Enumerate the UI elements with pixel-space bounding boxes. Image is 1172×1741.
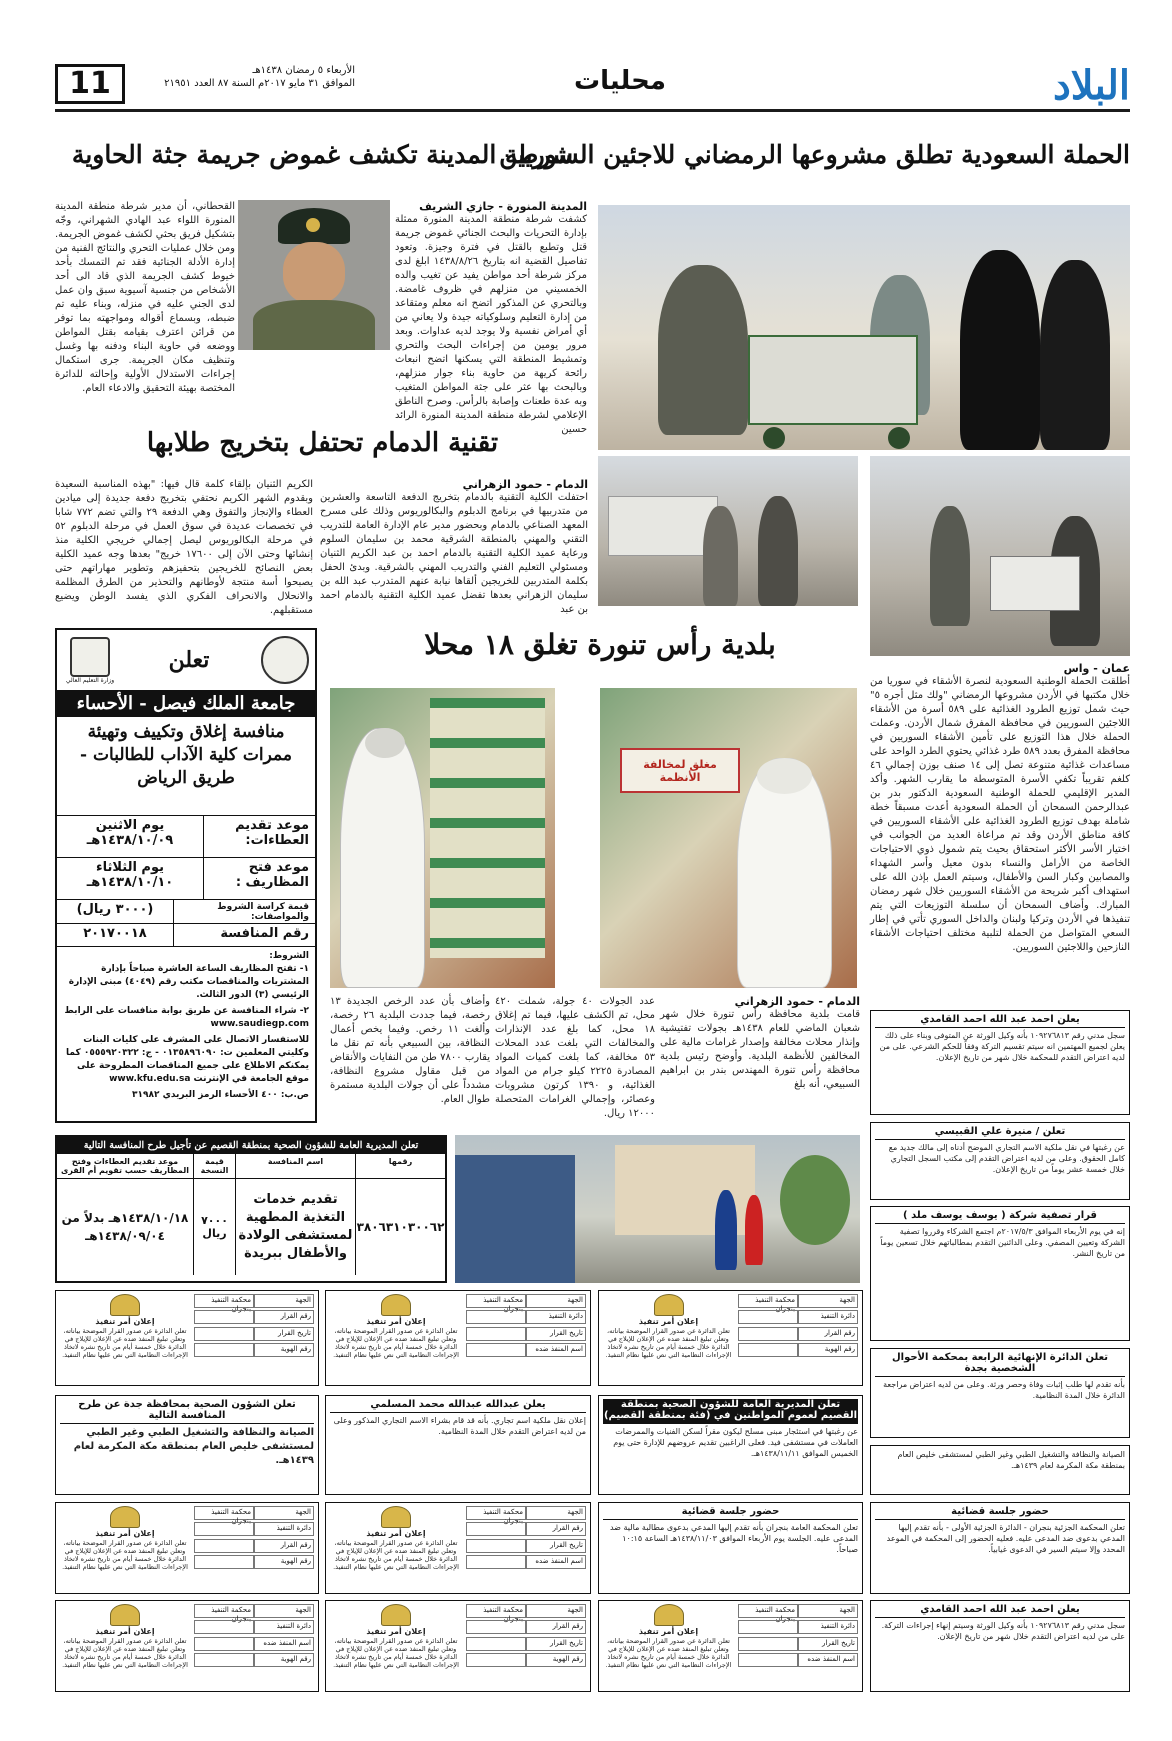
page-number: 11 xyxy=(55,64,125,104)
story3-body-left: الكريم الثنيان بإلقاء كلمة قال فيها: "بهذه المناسبة السعيدة وبقدوم الشهر الكريم نحتفي بتخريج دفعة جديدة إلى ميادين العطاء والإنجاز والتفوق وهي الدفعة ٢٩ والتي تضم ٧٧٢ شابا في تخصصات عديدة في سوق العمل في مرحلة الدبلوم ٥٢ في مرحلة البكالوريوس ليصل إجمالي خريجي الكلية منذ إنشائها وحتى الآن إلى ١٧٦٠٠ خريج" بعدها وجه عميد الكلية بعض النصائح للخريجين بتحفيزهم وتطوير مهاراتهم حتى يصبحوا أسة منتجة لأوطانهم والتحذير من الطرق المظلمة والانحلال والانحراف الفكري الذي يفسد الوطن ويضيع مستقبلهم. xyxy=(55,479,313,616)
classified-5: تعلن المديرية العامة للشؤون الصحية بمنطقة القصيم لعموم المواطنين في (فئة بمنطقة القصيم) عن رغبتها في استئجار مبنى مسلح ليكون مقراً لسكن الفنيات والممرضات العاملات في مستشفى فيد. فعلى الراغبين تقديم عروضهم للإدارة حتى يوم الخميس الموافق ١٤٣٨/١١/١١هـ. xyxy=(598,1395,863,1495)
story2-headline: شرطة المدينة تكشف غموض جريمة جثة الحاوية xyxy=(71,140,574,169)
story4-photo-shop xyxy=(330,688,555,988)
story2-right-column xyxy=(395,200,587,440)
tender-price: ٧٠٠٠ ريال xyxy=(193,1179,235,1275)
story2-body-left: القحطاني، أن مدير شرطة منطقة المدينة المنورة اللواء عبد الهادي الشهراني، وجّه بتشكيل فريق بحثي لكشف غموض الجريمة. ومن خلال عمليات التحري والنتائج الفنية من إدارة الأدلة الجنائية فقد تم التمسك بأحد خيوط كشف الجريمة الذي قاد الى أحد الأشخاص من جنسية آسيوية سبق وان عمل لدى الجني عليه في منزله، وبناء عليه تم ضبطه، وبسماع أقواله ومواجهته بما توفر من قرائن اعترف بقيامه بقتل المواطن ووضعه في حاوية البناء ودفنه بها وغسل وتنظيف مكان الجريمة. جرى استكمال إجراءات الاستدلال الأولية وإحالته للدائرة المختصة بهيئة التحقيق والادعاء العام. xyxy=(55,201,235,394)
qassim-health-ad: تعلن المديرية العامة للشؤون الصحية بمنطقة القصيم عن تأجيل طرح المنافسة التالية رقمها اسم المنافسة قيمة النسخة موعد تقديم العطاءات وفتح المظاريف حسب تقويم أم القرى ٣٨٠٦٣١٠٣٠٠٦٢ تقديم خدمات التغذية المطهية لمستشفى الولادة والأطفال ببريدة ٧٠٠٠ ريال ١٤٣٨/١٠/١٨هـ بدلاً من ١٤٣٨/٠٩/٠٤هـ xyxy=(55,1135,447,1283)
najran-notice-5: الجهة محكمة التنفيذ بنجران دائرة التنفيذ رقم القرار رقم الهوية إعلان أمر تنفيذ تعلن الدائرة عن صدور القرار الموضحة بياناته، وتعلن تبليغ المنفذ ضده عن الإعلان للإيلاج في الدائرة خلال خمسة أيام من تاريخ نشره لاتخاذ الإجراءات النظامية التي نص عليها نظام التنفيذ. xyxy=(55,1502,319,1594)
kfu-row-number: رقم المنافسة ٢٠١٧٠٠١٨ xyxy=(57,923,315,947)
story2-body-right: كشفت شرطة منطقة المدينة المنورة ممثلة بإدارة التحريات والبحث الجنائي غموض جريمة قتل وتطبع بالقتل في فترة وجيزة. وتعود تفاصيل القضية انه بتاريخ ١٤٣٨/٨/٢٦ ابلغ لدى مركز شرطة أحد مواطن يفيد عن تغيب والده الخمسيني من منزلهم في ظروف غامضة. وبالتحري عن المذكور اتضح انه معلم ومتقاعد من إدارة التعليم وسلوكياته جيدة ولا يعاني من أي أمراض نفسية ولا يوجد لديه عداوات. وبعد مرور يومين من إجراءات البحث والتحري وتمشيط المنطقة التي يسكنها اتضح انبعاث رائحة كريهة من حاوية بناء جوار منزلهم، وبالبحث بها عثر على جثة المواطن المتغيب وبه عدة طعنات وإصابة بالرأس. وصرح الناطق الإعلامي لشرطة منطقة المدينة المنورة الرائد حسين xyxy=(395,214,587,435)
qassim-health-title: تعلن المديرية العامة للشؤون الصحية بمنطقة القصيم عن تأجيل طرح المنافسة التالية xyxy=(57,1137,445,1154)
classified-6: يعلن عبدالله عبدالله محمد المسلمي إعلان نقل ملكية اسم تجاري. بأنه قد قام بشراء الاسم التجاري المذكور وعلى من لديه اعتراض التقدم خلال المدة النظامية. xyxy=(325,1395,591,1495)
najran-notice-1: الجهة محكمة التنفيذ بنجران دائرة التنفيذ رقم القرار رقم الهوية إعلان أمر تنفيذ تعلن الدائرة عن صدور القرار الموضحة بياناته، وتعلن تبليغ المنفذ ضده عن الإعلان للإيلاج في الدائرة خلال خمسة أيام من تاريخ نشره لاتخاذ الإجراءات النظامية التي نص عليها نظام التنفيذ. xyxy=(598,1290,863,1386)
palm-emblem-icon xyxy=(654,1294,684,1316)
story3-headline: تقنية الدمام تحتفل بتخريج طلابها xyxy=(146,428,499,458)
newspaper-logo: البلاد xyxy=(1052,62,1130,109)
classified-7b: الصيانة والنظافة والتشغيل الطبي وغير الطبي لمستشفى خليص العام بمنطقة مكة المكرمة لعام ١٤٣٩هـ. xyxy=(870,1445,1130,1495)
classified-7: تعلن الشؤون الصحية بمحافظة جدة عن طرح المنافسة التالية الصيانة والنظافة والتشغيل الطبي وغير الطبي لمستشفى خليص العام بمنطقة مكة المكرمة لعام ١٤٣٩هـ. xyxy=(55,1395,319,1495)
najran-notice-7: الجهة محكمة التنفيذ بنجران رقم القرار تاريخ القرار رقم الهوية إعلان أمر تنفيذ تعلن الدائرة عن صدور القرار الموضحة بياناته، وتعلن تبليغ المنفذ ضده عن الإعلان للإيلاج في الدائرة خلال خمسة أيام من تاريخ نشره لاتخاذ الإجراءات النظامية التي نص عليها نظام التنفيذ. xyxy=(325,1600,591,1692)
palm-emblem-icon xyxy=(381,1294,411,1316)
najran-notice-2: الجهة محكمة التنفيذ بنجران دائرة التنفيذ تاريخ القرار اسم المنفذ ضده إعلان أمر تنفيذ تعلن الدائرة عن صدور القرار الموضحة بياناته، وتعلن تبليغ المنفذ ضده عن الإعلان للإيلاج في الدائرة خلال خمسة أيام من تاريخ نشره لاتخاذ الإجراءات النظامية التي نص عليها نظام التنفيذ. xyxy=(325,1290,591,1386)
classified-2: تعلن / منيرة علي القبيسي عن رغبتها في نقل ملكية الاسم التجاري الموضح أدناه إلى مالك جديد مع كامل الحقوق. وعلى من لديه اعتراض التقدم إلى مكتب السجل التجاري خلال خمسة عشر يوماً من تاريخ الإعلان. xyxy=(870,1122,1130,1200)
story4-col-middle xyxy=(495,995,655,1125)
story3-body-right: احتفلت الكلية التقنية بالدمام بتخريج الدفعة التاسعة والعشرين من متدربيها في برنامج الدبلوم والبكالوريوس وذلك على مسرح المعهد الصناعي بالدمام وبحضور مدير عام الإدارة العامة للتدريب التقني والمهني بالمنطقة الشرقية محمد بن سليمان السلوم ورعاية عميد الكلية التقنية بالدمام احمد بن عبد الكريم الثنيان ومسئولي التعليم الفني والتدريب المهني بالشرقية. وبدئ الحفل بكلمة المتدربين للخريجين ألقاها نيابة عنهم المتدرب عبد الله بن سليمان الزهراني بعدها تفضل عميد الكلية التقنية بالدمام احمد بن عبد xyxy=(320,492,588,615)
kfu-row-price: قيمة كراسة الشروط والمواصفات: (٣٠٠٠ ريال) xyxy=(57,899,315,923)
story4-body-middle: عدد الجولات ٤٠ جولة، شملت ٤٢٠ محل، تم الكشف عليها، فيما تم إغلاق ١٨ محل، كما بلغ عدد الإنذارات والمخالفات التي بلغت عدد المحلات ٥٣ مخالفة، كما بلغت كميات المواد المصادرة ٢٢٢٥ كيلو جرام من المواد الغذائية، و ١٣٩٠ كرتون مشروبات وعصائر، وإجمالي الغرامات المتحصلة ١٢٠٠٠ ريال. xyxy=(495,996,655,1119)
classified-9: حضور جلسة قضائية تعلن المحكمة العامة بنجران بأنه تقدم إليها المدعي بدعوى مطالبة مالية ضد المدعى عليه. الجلسة يوم الأربعاء الموافق ١٤٣٨/١١/٠٣هـ الساعة ١٠:١٥ صباحاً. xyxy=(598,1502,863,1594)
tender-number: ٣٨٠٦٣١٠٣٠٠٦٢ xyxy=(355,1179,445,1275)
story4-headline: بلدية رأس تنورة تغلق ١٨ محلا xyxy=(424,628,776,661)
story1-headline: الحملة السعودية تطلق مشروعها الرمضاني للاجئين السوريين xyxy=(499,140,1130,169)
story2-byline: المدينة المنورة - جازي الشريف xyxy=(419,200,587,213)
ministry-logo xyxy=(63,637,117,684)
story1-photo-3 xyxy=(870,456,1130,656)
story1-byline: عمان - واس xyxy=(1063,662,1130,675)
kfu-tender-ad xyxy=(55,628,317,1123)
story1-main-photo xyxy=(598,205,1130,450)
date-line: الأربعاء ٥ رمضان ١٤٣٨هـ الموافق ٣١ مايو ٢٠١٧م السنة ٨٧ العدد ٢١٩٥١ xyxy=(164,65,355,89)
kfu-row-open: موعد فتح المظاريف : يوم الثلاثاء ١٤٣٨/١٠/١٠هـ xyxy=(57,857,315,899)
palm-emblem-icon xyxy=(110,1604,140,1626)
kfu-ad-tag: تعلن xyxy=(168,647,210,673)
palm-emblem-icon xyxy=(381,1604,411,1626)
story4-col-right xyxy=(660,995,860,1125)
closed-sign-text: مغلق لمخالفة الأنظمة xyxy=(643,757,717,784)
palm-emblem-icon xyxy=(110,1506,140,1528)
story1-photo-2 xyxy=(598,456,858,606)
najran-notice-3: الجهة محكمة التنفيذ بنجران رقم القرار تاريخ القرار رقم الهوية إعلان أمر تنفيذ تعلن الدائرة عن صدور القرار الموضحة بياناته، وتعلن تبليغ المنفذ ضده عن الإعلان للإيلاج في الدائرة خلال خمسة أيام من تاريخ نشره لاتخاذ الإجراءات النظامية التي نص عليها نظام التنفيذ. xyxy=(55,1290,319,1386)
ministry-name: وزارة التعليم العالي xyxy=(65,676,115,684)
tender-date: ١٤٣٨/١٠/١٨هـ بدلاً من ١٤٣٨/٠٩/٠٤هـ xyxy=(61,1211,189,1243)
masthead xyxy=(55,60,1130,112)
story3-left-column xyxy=(55,478,313,616)
palm-emblem-icon xyxy=(381,1506,411,1528)
story4-body-left: وأضاف بأن عدد الرخص الجديدة ١٣ رخصة، فيما جددت البلدية ٢٦ رخصة، وألغت ١١ رخص. وفيما يخص أعمال النظافة، بين السبيعي بأنه تم نقل ما يقارب ٧٨٠٠ طن من النفايات والأنقاض من قبل مقاول مشروع النظافة، مشدداً على أن جولات البلدية مستمرة طوال العام. xyxy=(330,996,490,1105)
najran-notice-6: الجهة محكمة التنفيذ بنجران دائرة التنفيذ تاريخ القرار اسم المنفذ ضده إعلان أمر تنفيذ تعلن الدائرة عن صدور القرار الموضحة بياناته، وتعلن تبليغ المنفذ ضده عن الإعلان للإيلاج في الدائرة خلال خمسة أيام من تاريخ نشره لاتخاذ الإجراءات النظامية التي نص عليها نظام التنفيذ. xyxy=(598,1600,863,1692)
story4-col-left xyxy=(330,995,490,1125)
najran-notice-8: الجهة محكمة التنفيذ بنجران دائرة التنفيذ اسم المنفذ ضده رقم الهوية إعلان أمر تنفيذ تعلن الدائرة عن صدور القرار الموضحة بياناته، وتعلن تبليغ المنفذ ضده عن الإعلان للإيلاج في الدائرة خلال خمسة أيام من تاريخ نشره لاتخاذ الإجراءات النظامية التي نص عليها نظام التنفيذ. xyxy=(55,1600,319,1692)
palm-emblem-icon xyxy=(654,1604,684,1626)
story4-photo-sign xyxy=(600,688,857,988)
story2-portrait-photo xyxy=(238,200,390,350)
story1-text xyxy=(870,662,1130,992)
classified-10: يعلن احمد عبد الله احمد القامدي سجل مدني رقم ١٠٩٢٧٦٨١٣ بأنه وكيل الورثة وسيتم إنهاء إجراءات التركة. على من لديه اعتراض التقدم خلال شهر من تاريخ الإعلان. xyxy=(870,1600,1130,1692)
tender-name: تقديم خدمات التغذية المطهية لمستشفى الولادة والأطفال ببريدة xyxy=(235,1179,355,1275)
kfu-tender-table xyxy=(57,815,315,947)
story4-byline: الدمام - حمود الزهراني xyxy=(734,995,860,1008)
story4-body-right: قامت بلدية محافظة رأس تنورة خلال شهر شعبان الماضي للعام ١٤٣٨هـ بجولات تفتيشية وإنذار محلات مخالفة وإصدار غرامات مالية على المخالفين للأنظمة البلدية. وأوضح رئيس بلدية محافظة رأس تنورة المهندس بندر بن ابراهيم السبيعي، أنه بلغ xyxy=(660,1009,860,1090)
najran-notice-4: الجهة محكمة التنفيذ بنجران رقم القرار تاريخ القرار اسم المنفذ ضده إعلان أمر تنفيذ تعلن الدائرة عن صدور القرار الموضحة بياناته، وتعلن تبليغ المنفذ ضده عن الإعلان للإيلاج في الدائرة خلال خمسة أيام من تاريخ نشره لاتخاذ الإجراءات النظامية التي نص عليها نظام التنفيذ. xyxy=(325,1502,591,1594)
classified-1: يعلن احمد عبد الله احمد القامدي سجل مدني رقم ١٠٩٢٧٦٨١٣ بأنه وكيل الورثة عن المتوفى وبناء على ذلك يعلن لجميع المهتمين انه سيتم تقسيم التركة وفقاً للحكم الشرعي. على من لديه اعتراض التقدم للمحكمة خلال شهر من تاريخ الإعلان. xyxy=(870,1010,1130,1115)
kfu-university-name: جامعة الملك فيصل - الأحساء xyxy=(57,690,315,717)
story1-body: أطلقت الحملة الوطنية السعودية لنصرة الأشقاء في سوريا من خلال مكتبها في الأردن مشروعها الرمضاني "ولك مثل أجره ٥" حيث شمل توزيع الطرود الغذائية على ٥٨٩ أسرة من الأشقاء اللاجئين السوريين في محافظة المفرق شمال الأردن. وعملت الحملة خلال هذا التوزيع على تأمين الأشقاء السوريين في محافظة المفرق بعدد ٥٨٩ طرد غذائي يحتوي الطرد الواحد على مساعدات غذائية متنوعة تصل إلى ١٤ صنف بوزن إجمالي ٤٦ كلغم تقريباً تكفي الأسرة المتوسطة ما يقارب الشهر. وأكد المدير الإقليمي للحملة الوطنية السعودية الدكتور بدر بن عبدالرحمن السمحان أن الحملة السعودية أعدت مسبقاً خطة شاملة بهدف توزيع الطرود الغذائية على الأشقاء السوريين في كافة مناطق الأردن وقد تم مراعاة العديد من الجوانب في اختيار الأسر الأكثر استحقاق بحيث يتم شمول ذوي الاحتياجات الخاصة من الأرامل والنساء بدون معيل وأسر الشهداء والمصابين وكبار السن والأطفال، وسيتم العمل بإذن الله على استهداف أكبر شريحة من الأشقاء السوريين خلال شهر رمضان المبارك. وأضاف السمحان أن سلسلة التوزيعات التي يتم تنفيذها في الأردن وتركيا ولبنان والداخل السوري تأتي في إطار السعي المتواصل من الحملة لتلبية مختلف احتياجات الأشقاء النازحين واللاجئين السوريين. xyxy=(870,676,1131,953)
kfu-tender-title: منافسة إغلاق وتكييف وتهيئة ممرات كلية الآداب للطالبات - طريق الرياض xyxy=(80,722,292,788)
story3-byline: الدمام - حمود الزهراني xyxy=(462,478,588,491)
story3-right-column xyxy=(320,478,588,613)
story2-left-column xyxy=(55,200,235,440)
classified-8: حضور جلسة قضائية تعلن المحكمة الجزئية بنجران - الدائرة الجزئية الأولى - بأنه تقدم إليها المدعي بدعوى ضد المدعى عليه. فعليه الحضور إلى المحكمة في الموعد المحدد وإلا سيتم السير في الدعوى غيابياً. xyxy=(870,1502,1130,1594)
section-title: محليات xyxy=(574,66,666,96)
classified-4: تعلن الدائرة الإنهائية الرابعة بمحكمة الأحوال الشخصية بجدة بأنه تقدم لها طلب إثبات وفاة وحصر ورثة. وعلى من لديه اعتراض مراجعة الدائرة خلال المدة النظامية. xyxy=(870,1348,1130,1438)
kfu-logo xyxy=(261,636,309,684)
classified-3: قرار تصفية شركة ( يوسف يوسف ملد ) إنه في يوم الأربعاء الموافق ٢٠١٧/٥/٣م اجتمع الشركاء وقرروا تصفية الشركة وتعيين المصفي. وعلى الدائنين التقدم بمطالباتهم خلال تسعين يوماً من تاريخ النشر. xyxy=(870,1206,1130,1341)
palm-emblem-icon xyxy=(110,1294,140,1316)
kfu-conditions: الشروط: ١- تفتح المظاريف الساعة العاشرة صباحاً بإدارة المشتريات والمناقصات مكتب رقم (٤٠٤٩) مبنى الإدارة الرئيسي (٣) الدور الثالث. ٢- شراء المنافسة عن طريق بوابة منافسات على الرابط www.saudiegp.com للاستفسار الاتصال على المشرف على كليات البنات وكليتي المعلمين ت: ٠١٣٥٨٩٦٠٩٠ - ج: ٠٥٥٥٩٢٠٣٢٢ كما يمكنكم الاطلاع على جميع المناقصات المطروحة على موقع الجامعة في الإنترنت www.kfu.edu.sa ص.ب: ٤٠٠ الأحساء الرمز البريدي ٣١٩٨٢ xyxy=(64,951,309,1100)
story4-photo-street xyxy=(455,1135,860,1283)
kfu-row-submit: موعد تقديم العطاءات: يوم الاثنين ١٤٣٨/١٠/٠٩هـ xyxy=(57,815,315,857)
